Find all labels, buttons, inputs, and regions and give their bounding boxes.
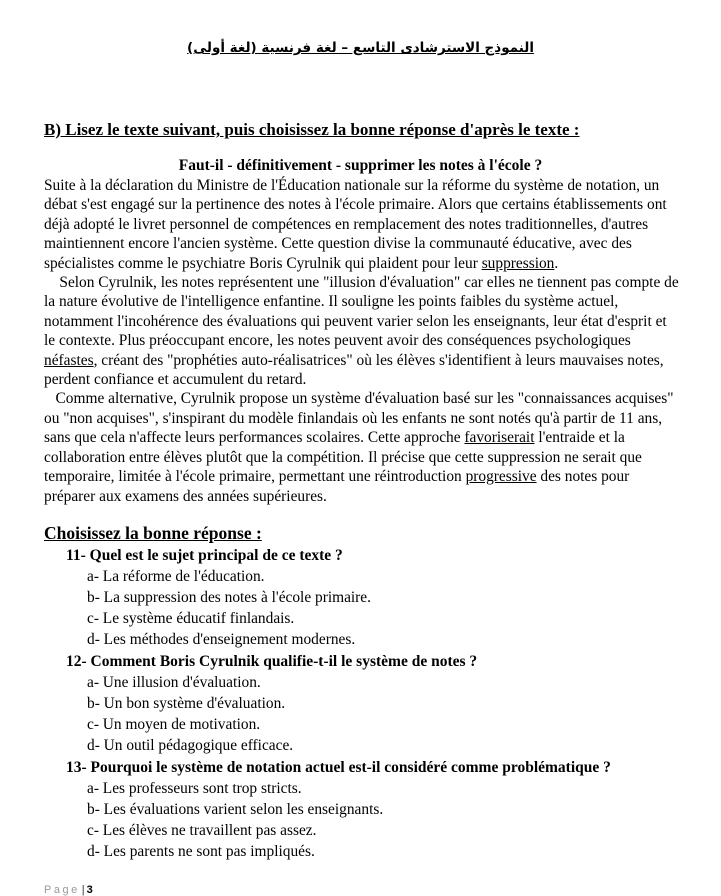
answer-option-c: c- Le système éducatif finlandais. [87,610,295,627]
answer-option-a: a- Une illusion d'évaluation. [87,674,261,691]
answer-option-d: d- Les parents ne sont pas impliqués. [87,843,315,860]
answer-option-c: c- Les élèves ne travaillent pas assez. [87,822,317,839]
paragraph-text: des notes pour préparer aux examens des années supérieures. [44,468,630,505]
paragraph-text: l'entraide et la collaboration entre élèves plutôt que la compétition. Il précise que cette suppression ne serait que temporaire, limitée à l'école primaire, permettant une réintroduction [44,429,642,486]
article-paragraph-3 [44,389,680,505]
section-instruction: B) Lisez le texte suivant, puis choisissez la bonne réponse d'après le texte : [44,120,580,139]
question-text: 12- Comment Boris Cyrulnik qualifie-t-il le système de notes ? [66,653,478,670]
paragraph-text: Comme alternative, Cyrulnik propose un système d'évaluation basé sur les "connaissances acquises" ou "non acquises", s'inspirant du modèle finlandais où les enfants ne sont notés qu'à partir de 11 ans, sans que cela n'affecte leurs performances scolaires. Cette approche [44,390,674,447]
article-paragraph-2 [44,273,680,389]
answer-option-c: c- Un moyen de motivation. [87,716,261,733]
answer-option-d: d- Les méthodes d'enseignement modernes. [87,631,356,648]
question-13 [66,757,686,862]
answer-option-a: a- Les professeurs sont trop stricts. [87,780,302,797]
page-footer [44,884,93,896]
page-header-title: النموذج الاسترشادى التاسع – لغة فرنسية (لغة أولى) [187,40,534,56]
underlined-word-nefastes: néfastes [44,351,94,369]
answer-option-a: a- La réforme de l'éducation. [87,568,265,585]
question-text: 11- Quel est le sujet principal de ce texte ? [66,547,343,564]
answer-options [66,778,686,862]
question-12 [66,651,686,756]
paragraph-text: . [554,254,559,272]
answer-option-b: b- Les évaluations varient selon les enseignants. [87,801,384,818]
underlined-word-favoriserait: favoriserait [464,429,535,447]
question-11 [66,545,686,650]
article-text [44,176,680,506]
paragraph-text: Selon Cyrulnik, les notes représentent une "illusion d'évaluation" car elles ne tiennent pas compte de la nature évolutive de l'intelligence enfantine. Il souligne les points faibles du système actuel, notamment l'incohérence des évaluations qui peuvent varier selon les enseignants, leur état d'esprit et le contexte. Plus préoccupant encore, les notes peuvent avoir des conséquences psychologiques [44,274,679,350]
paragraph-text: Suite à la déclaration du Ministre de l'Éducation nationale sur la réforme du système de notation, un débat s'est engagé sur la pertinence des notes à l'école primaire. Alors que certains établissements ont déjà adopté le livret personnel de compétences en remplacement des notes traditionnelles, d'autres maintiennent encore l'ancien système. Cette question divise la communauté éducative, avec des spécialistes comme le psychiatre Boris Cyrulnik qui plaident pour leur [44,177,667,272]
page-number: 3 [86,884,93,896]
answer-options [66,566,686,650]
underlined-word-suppression: suppression [481,254,555,272]
questions-heading: Choisissez la bonne réponse : [44,523,262,543]
answer-option-b: b- Un bon système d'évaluation. [87,695,286,712]
answer-option-d: d- Un outil pédagogique efficace. [87,737,294,754]
answer-option-b: b- La suppression des notes à l'école primaire. [87,589,371,606]
article-paragraph-1 [44,176,680,273]
answer-options [66,672,686,756]
page-separator: | [81,884,85,896]
page-label: Page [44,884,80,896]
underlined-word-progressive: progressive [465,468,537,486]
question-text: 13- Pourquoi le système de notation actuel est-il considéré comme problématique ? [66,759,611,776]
text-title: Faut-il - définitivement - supprimer les notes à l'école ? [178,157,543,174]
paragraph-text: , créant des "prophéties auto-réalisatrices" où les élèves s'identifient à leurs mauvaises notes, perdent confiance et accumulent du retard. [44,351,664,389]
